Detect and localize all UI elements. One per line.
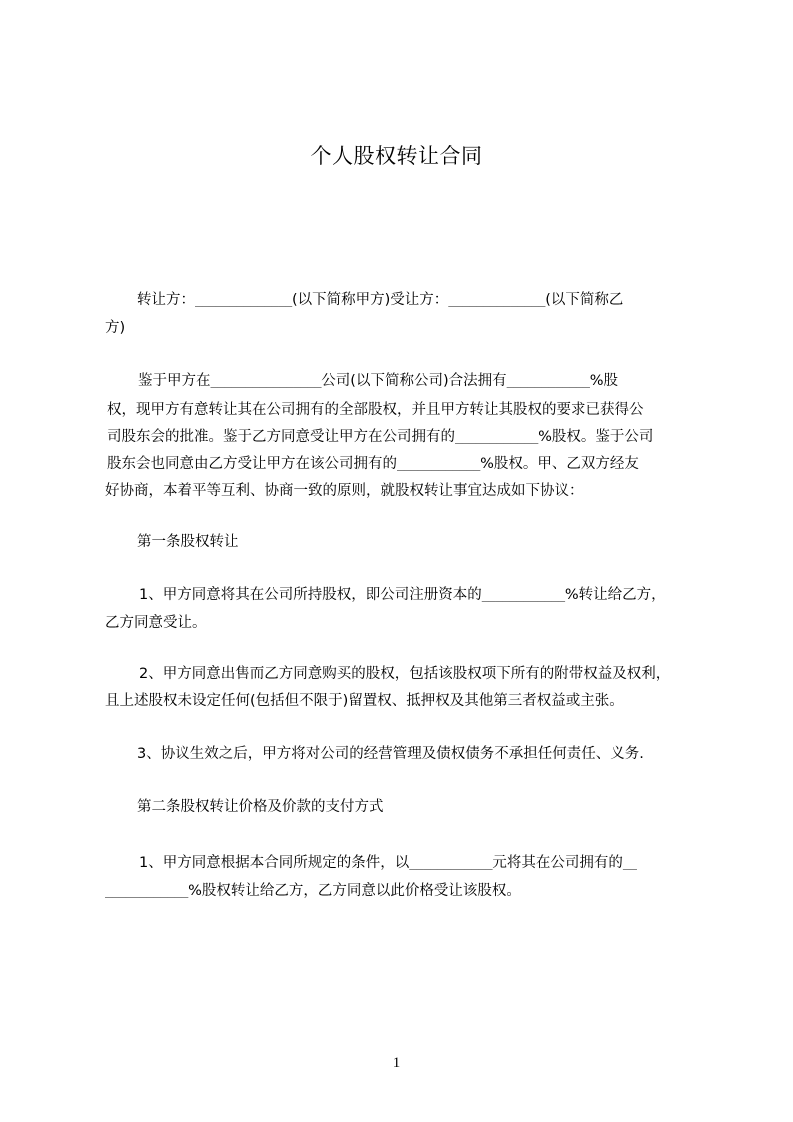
party-line: 转让方：______________(以下简称甲方)受让方：______________(以下简称乙 xyxy=(137,292,624,308)
recital-line: 股东会也同意由乙方受让甲方在该公司拥有的____________%股权。甲、乙双方经友 xyxy=(107,456,639,472)
clause-1-2: 2、甲方同意出售而乙方同意购买的股权，包括该股权项下所有的附带权益及权利， xyxy=(139,666,671,682)
recital-line: 鉴于甲方在________________公司(以下简称公司)合法拥有____________%股 xyxy=(138,373,619,389)
clause-1-1: 1、甲方同意将其在公司所持股权，即公司注册资本的____________%转让给乙方， xyxy=(139,587,666,603)
recital-line: 司股东会的批准。鉴于乙方同意受让甲方在公司拥有的____________%股权。鉴于公司 xyxy=(107,429,654,445)
party-line-cont: 方) xyxy=(105,320,126,336)
article-2-heading: 第二条股权转让价格及价款的支付方式 xyxy=(137,799,384,815)
clause-1-2-cont: 且上述股权未设定任何(包括但不限于)留置权、抵押权及其他第三者权益或主张。 xyxy=(105,693,624,709)
clause-1-3: 3、协议生效之后，甲方将对公司的经营管理及债权债务不承担任何责任、义务. xyxy=(137,746,644,762)
clause-2-1-cont: ____________%股权转让给乙方，乙方同意以此价格受让该股权。 xyxy=(105,883,521,899)
recital-line: 好协商，本着平等互利、协商一致的原则，就股权转让事宜达成如下协议： xyxy=(105,483,584,499)
page-number: 1 xyxy=(392,1055,401,1071)
document-title: 个人股权转让合同 xyxy=(310,144,483,168)
article-1-heading: 第一条股权转让 xyxy=(137,534,239,550)
clause-2-1: 1、甲方同意根据本合同所规定的条件，以____________元将其在公司拥有的__ xyxy=(139,855,637,871)
clause-1-1-cont: 乙方同意受让。 xyxy=(105,615,207,631)
recital-line: 权，现甲方有意转让其在公司拥有的全部股权，并且甲方转让其股权的要求已获得公 xyxy=(107,402,644,418)
